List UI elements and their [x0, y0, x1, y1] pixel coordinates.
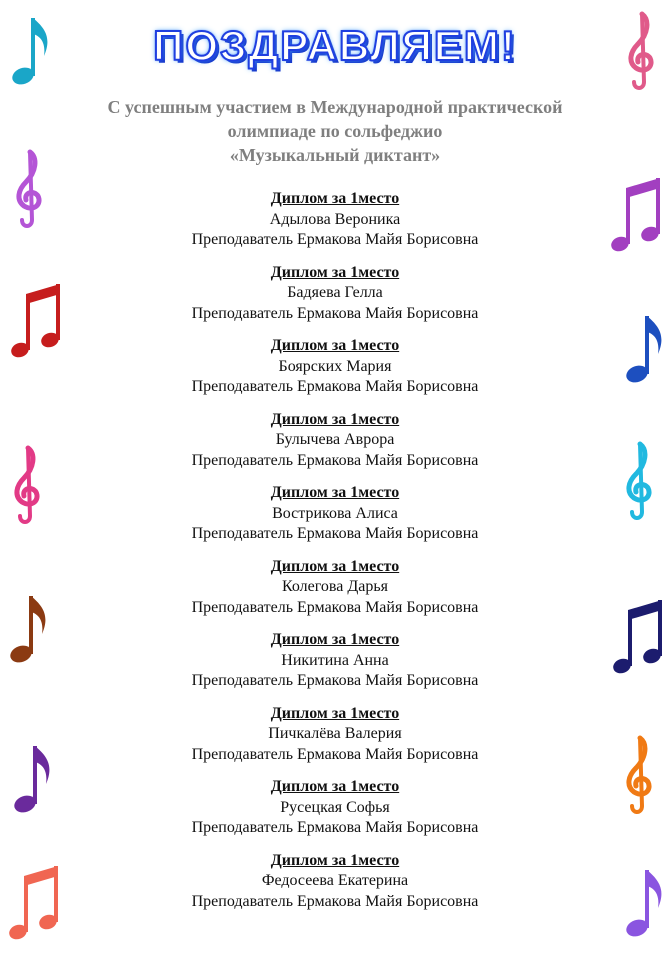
- diploma-title: Диплом за 1место: [270, 631, 400, 648]
- winner-entry: [0, 483, 670, 557]
- eighth-note-icon: [624, 864, 664, 944]
- diploma-title: Диплом за 1место: [270, 337, 400, 354]
- beamed-notes-icon: [608, 178, 664, 258]
- intro-line-3: «Музыкальный диктант»: [229, 145, 441, 165]
- diploma-title: Диплом за 1место: [270, 484, 400, 501]
- beamed-notes-icon: [6, 866, 62, 946]
- student-name: Федосеева Екатерина: [261, 872, 409, 889]
- teacher-name: Преподаватель Ермакова Майя Борисовна: [191, 892, 479, 910]
- beamed-notes-icon: [8, 284, 64, 364]
- student-name: Боярских Мария: [278, 357, 392, 375]
- diploma-title: Диплом за 1место: [270, 557, 400, 575]
- winner-entry: [0, 630, 670, 704]
- winner-entry: [0, 263, 670, 337]
- diploma-title: Диплом за 1место: [270, 410, 400, 428]
- teacher-name: Преподаватель Ермакова Майя Борисовна: [191, 304, 479, 322]
- diploma-title: Диплом за 1место: [270, 704, 400, 722]
- student-name: Вострикова Алиса: [272, 504, 398, 522]
- winners-list: [0, 189, 670, 924]
- teacher-name: Преподаватель Ермакова Майя Борисовна: [191, 819, 479, 836]
- student-name: Колегова Дарья: [281, 578, 389, 595]
- student-name: Никитина Анна: [281, 651, 389, 669]
- eighth-note-icon: [624, 310, 664, 390]
- treble-clef-icon: [622, 734, 656, 816]
- winner-entry: [0, 336, 670, 410]
- diploma-title: Диплом за 1место: [270, 190, 400, 207]
- teacher-name: Преподаватель Ермакова Майя Борисовна: [191, 672, 479, 689]
- intro-line-1: С успешным участием в Международной практической: [107, 97, 563, 117]
- student-name: Бадяева Гелла: [287, 284, 383, 301]
- winner-entry: [0, 704, 670, 778]
- teacher-name: Преподаватель Ермакова Майя Борисовна: [191, 598, 479, 616]
- treble-clef-icon: [12, 148, 46, 230]
- teacher-name: Преподаватель Ермакова Майя Борисовна: [191, 745, 479, 763]
- eighth-note-icon: [12, 740, 52, 820]
- teacher-name: Преподаватель Ермакова Майя Борисовна: [191, 378, 479, 395]
- treble-clef-icon: [10, 444, 44, 526]
- beamed-notes-icon: [610, 600, 666, 680]
- winner-entry: [0, 777, 670, 851]
- intro-line-2: олимпиаде по сольфеджио: [227, 121, 443, 141]
- winner-entry: [0, 557, 670, 631]
- diploma-title: Диплом за 1место: [270, 263, 400, 281]
- teacher-name: Преподаватель Ермакова Майя Борисовна: [191, 231, 479, 248]
- student-name: Русецкая Софья: [280, 798, 390, 816]
- teacher-name: Преподаватель Ермакова Майя Борисовна: [191, 525, 479, 542]
- treble-clef-icon: [624, 10, 658, 92]
- winner-entry: [0, 851, 670, 925]
- student-name: Булычева Аврора: [275, 431, 395, 448]
- winner-entry: [0, 189, 670, 263]
- treble-clef-icon: [622, 440, 656, 522]
- diploma-title: Диплом за 1место: [270, 851, 400, 869]
- diploma-title: Диплом за 1место: [270, 778, 400, 795]
- student-name: Адылова Вероника: [269, 210, 401, 228]
- page-heading: ПОЗДРАВЛЯЕМ!: [153, 22, 517, 69]
- eighth-note-icon: [10, 12, 50, 92]
- teacher-name: Преподаватель Ермакова Майя Борисовна: [191, 451, 479, 469]
- eighth-note-icon: [8, 590, 48, 670]
- winner-entry: [0, 410, 670, 484]
- intro-text: [0, 95, 670, 167]
- student-name: Пичкалёва Валерия: [268, 725, 402, 742]
